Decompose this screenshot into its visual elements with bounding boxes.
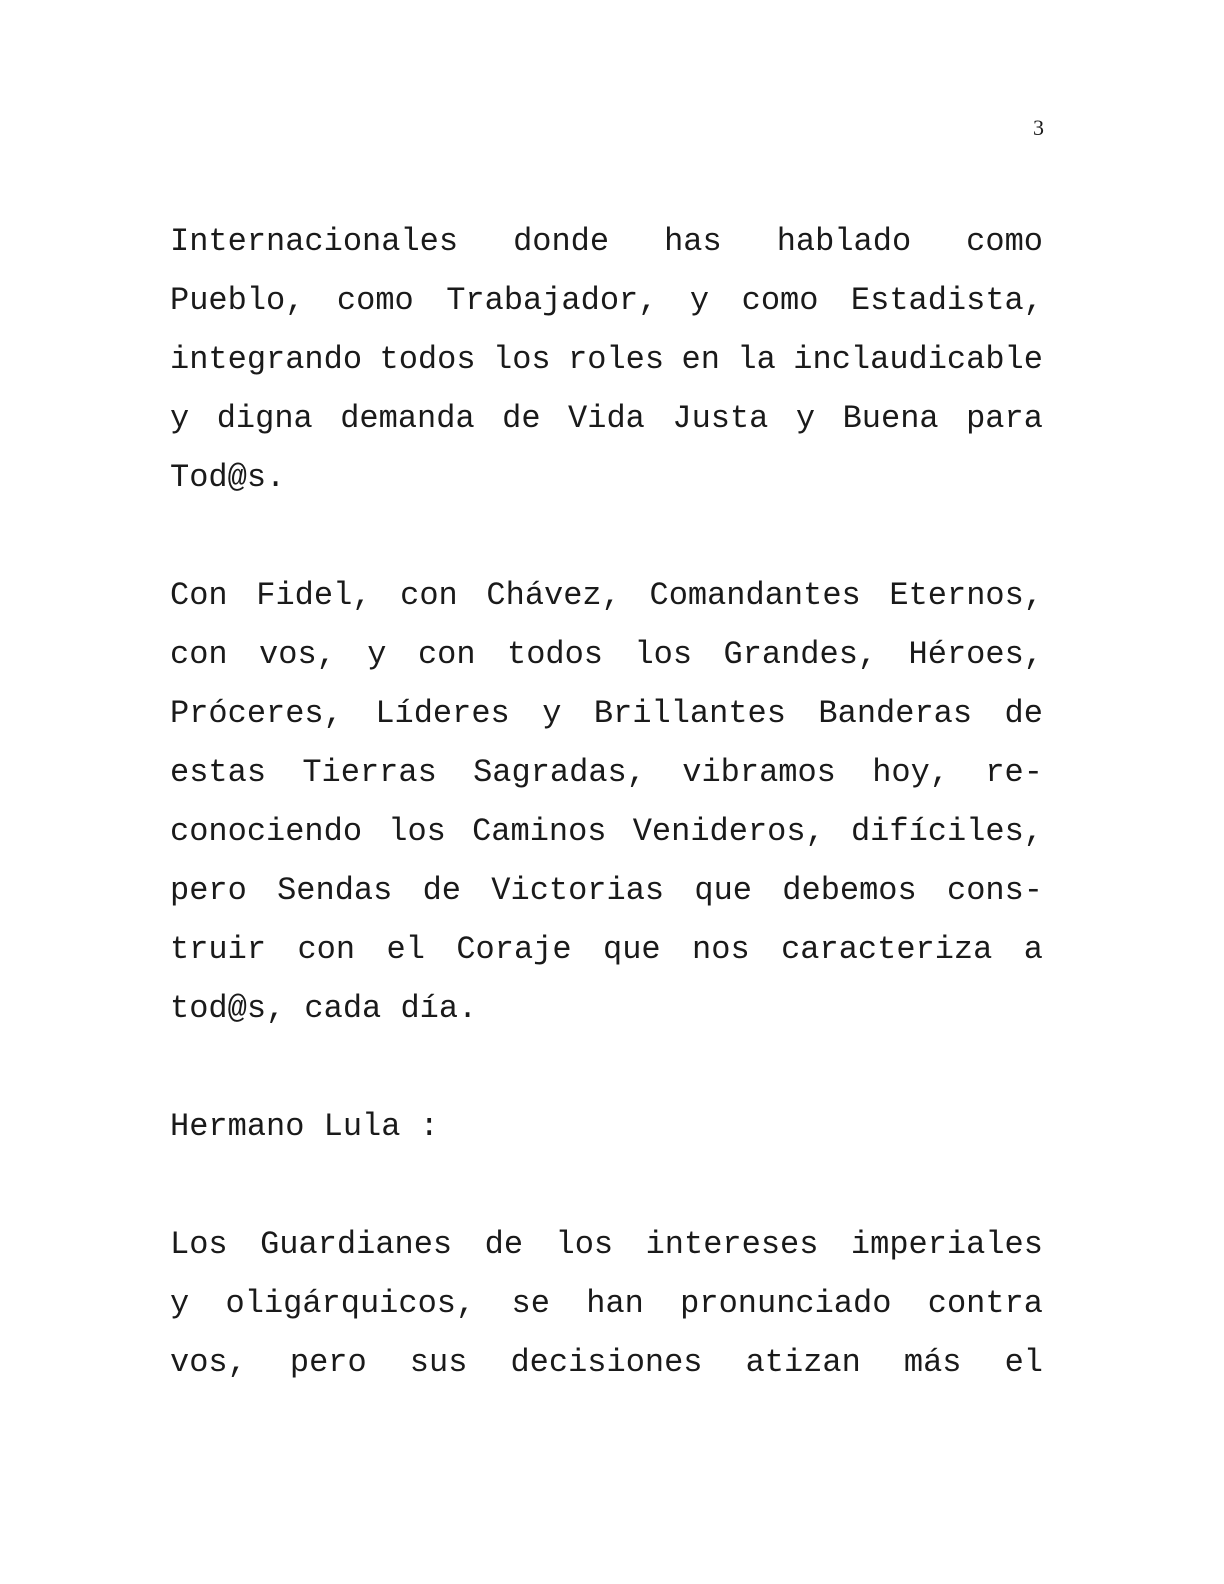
word: de [422,872,461,909]
word: Brillantes [593,695,786,732]
word: Próceres, [170,695,343,732]
paragraph-gap [170,1166,1043,1225]
word: con [400,577,458,614]
word: estas [170,754,267,791]
word: integrando [170,341,363,378]
word: Comandantes [649,577,861,614]
word: conociendo [170,813,363,850]
word: truir [170,931,267,968]
text-line [170,222,1043,281]
word: pronunciado [680,1285,892,1322]
text-line [170,1284,1043,1343]
word: vos, [170,1344,247,1381]
word: Caminos [472,813,607,850]
word: demanda [340,400,475,437]
word: Trabajador, [446,282,658,319]
word: Tierras [302,754,437,791]
word: Fidel, [256,577,372,614]
text-line [170,340,1043,399]
word: Sendas [277,872,393,909]
word: Internacionales [170,223,459,260]
word: debemos [782,872,917,909]
word: más [903,1344,962,1381]
word: Coraje [456,931,572,968]
word: re- [985,754,1043,791]
word: oligárquicos, [225,1285,476,1322]
text-line [170,635,1043,694]
word: y [689,282,710,319]
word: cons- [946,872,1043,909]
word: los [388,813,446,850]
text-line: Tod@s. [170,459,286,496]
text-line: tod@s, cada día. [170,990,478,1027]
word: Victorias [491,872,665,909]
word: en [681,341,720,378]
word: como [336,282,414,319]
word: todos [379,341,476,378]
word: pero [170,872,247,909]
word: de [1004,695,1043,732]
paragraph-gap [170,517,1043,576]
text-line [170,930,1043,989]
document-body [170,222,1043,1402]
word: inclaudicable [793,341,1043,378]
word: los [634,636,693,673]
word: el [386,931,425,968]
word: nos [692,931,750,968]
word: hoy, [872,754,950,791]
word: la [737,341,776,378]
word: pero [289,1344,367,1381]
text-line [170,753,1043,812]
paragraph [170,222,1043,517]
word: Líderes [375,695,510,732]
word: caracteriza [781,931,993,968]
word: decisiones [510,1344,703,1381]
word: han [586,1285,644,1322]
word: Héroes, [908,636,1043,673]
page-number: 3 [1033,115,1044,140]
text-line [170,694,1043,753]
word: Estadista, [850,282,1043,319]
word: de [484,1226,524,1263]
word: Pueblo, [170,282,305,319]
word: Grandes, [723,636,878,673]
word: vos, [259,636,336,673]
word: imperiales [850,1226,1043,1263]
paragraph-gap [170,1048,1043,1107]
word: el [1004,1344,1043,1381]
word: Eternos, [889,577,1043,614]
word: y [367,636,387,673]
word: y [542,695,562,732]
paragraph [170,1225,1043,1402]
text-line: Hermano Lula : [170,1108,439,1145]
word: atizan [745,1344,861,1381]
word: los [555,1226,614,1263]
word: y [170,1285,190,1322]
word: Venideros, [632,813,825,850]
word: donde [513,223,610,260]
word: Los [170,1226,228,1263]
word: los [492,341,551,378]
word: digna [216,400,313,437]
word: con [297,931,356,968]
text-line [170,812,1043,871]
word: que [603,931,661,968]
word: y [795,400,816,437]
word: has [664,223,722,260]
word: hablado [776,223,912,260]
paragraph [170,576,1043,1048]
text-line [170,1343,1043,1402]
word: se [511,1285,550,1322]
text-line [170,1225,1043,1284]
word: Justa [672,400,769,437]
word: todos [506,636,603,673]
word: roles [568,341,665,378]
word: Con [170,577,228,614]
word: Vida [568,400,645,437]
word: como [741,282,819,319]
word: con [417,636,476,673]
paragraph [170,1107,1043,1166]
word: Buena [842,400,939,437]
word: sus [409,1344,468,1381]
word: contra [927,1285,1043,1322]
word: que [694,872,752,909]
text-line [170,399,1043,458]
word: vibramos [682,754,836,791]
text-line [170,871,1043,930]
text-line [170,576,1043,635]
word: Banderas [818,695,973,732]
word: Guardianes [260,1226,453,1263]
text-line [170,281,1043,340]
word: y [170,400,190,437]
word: Sagradas, [473,754,646,791]
word: Chávez, [486,577,621,614]
word: para [966,400,1043,437]
word: con [170,636,228,673]
word: difíciles, [850,813,1043,850]
word: a [1023,931,1043,968]
word: de [502,400,541,437]
word: intereses [645,1226,819,1263]
word: como [966,223,1043,260]
